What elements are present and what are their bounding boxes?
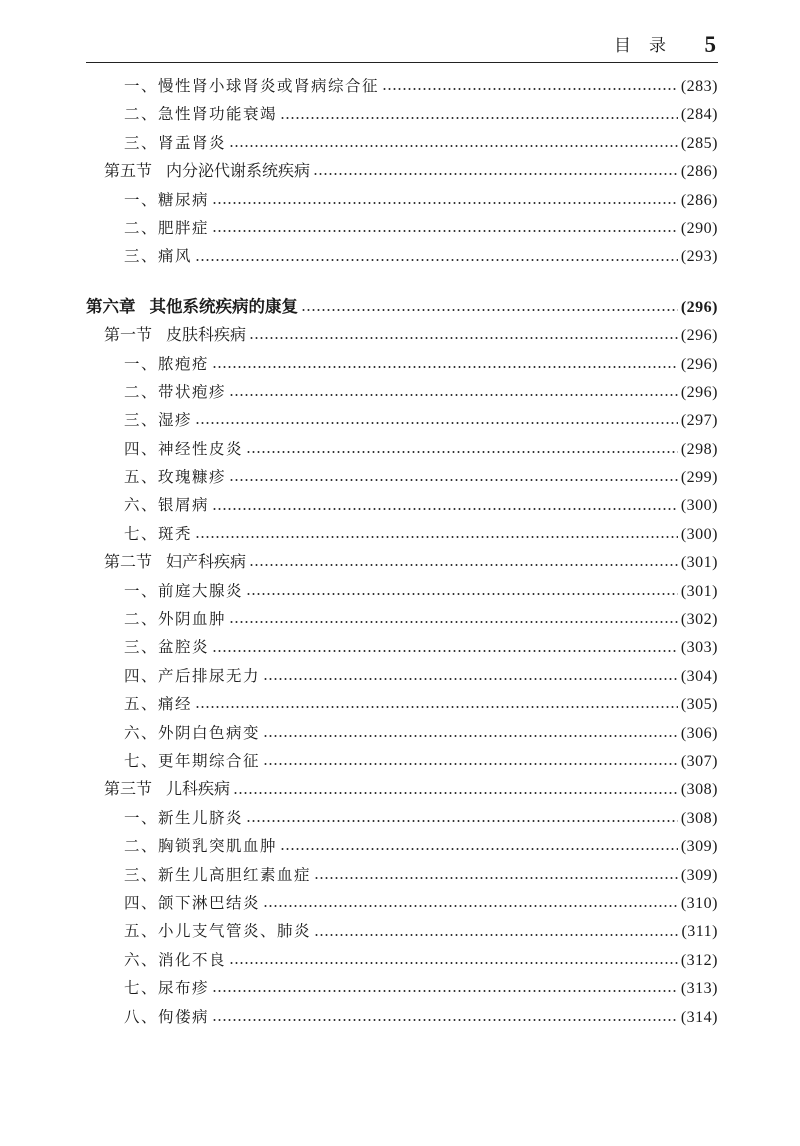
toc-entry-page: (290) [680, 219, 718, 237]
toc-entry-number: 三、 [124, 133, 159, 152]
toc-entry-label [124, 72, 379, 100]
dot-leader [263, 905, 678, 907]
dot-leader [249, 564, 678, 566]
toc-entry-number: 三、 [124, 638, 159, 657]
toc-entry-page: (300) [680, 497, 718, 515]
toc-entry-label [124, 946, 226, 974]
toc-entry-label [124, 889, 260, 917]
toc-item-row [86, 378, 718, 406]
toc-entry-number: 第三节 [104, 779, 153, 799]
toc-entry-title: 糖尿病 [158, 190, 210, 209]
dot-leader [246, 593, 678, 595]
toc-entry-number: 七、 [124, 979, 159, 998]
toc-entry-title: 内分泌代谢系统疾病 [166, 161, 311, 181]
toc-item-row [86, 186, 718, 214]
toc-entry-number: 二、 [124, 837, 159, 856]
dot-leader [233, 792, 678, 794]
toc-item-row [86, 129, 718, 157]
toc-entry-page: (300) [680, 525, 718, 543]
toc-entry-title: 外阴血肿 [158, 610, 227, 629]
toc-entry-number: 三、 [124, 247, 159, 266]
dot-leader [229, 479, 678, 481]
toc-entry-number: 七、 [124, 751, 159, 770]
toc-entry-label [124, 350, 209, 378]
toc-entry-title: 斑秃 [158, 524, 193, 543]
toc-entry-number: 一、 [124, 808, 159, 827]
dot-leader [246, 451, 678, 453]
toc-entry-page: (293) [680, 248, 718, 266]
toc-item-row [86, 605, 718, 633]
toc-item-row [86, 577, 718, 605]
dot-leader [263, 763, 678, 765]
toc-entry-number: 二、 [124, 218, 159, 237]
toc-entry-title: 小儿支气管炎、肺炎 [158, 922, 312, 941]
toc-entry-label [124, 605, 226, 633]
toc-entry-page: (312) [680, 951, 718, 969]
toc-item-row [86, 690, 718, 718]
toc-entry-page: (311) [681, 923, 718, 941]
toc-item-row [86, 350, 718, 378]
toc-item-row [86, 435, 718, 463]
toc-entry-title: 佝偻病 [158, 1007, 210, 1026]
toc-entry-number: 一、 [124, 77, 159, 95]
toc-entry-title: 皮肤科疾病 [166, 325, 247, 345]
toc-entry-page: (296) [680, 355, 718, 373]
toc-entry-page: (305) [680, 696, 718, 714]
toc-entry-number: 七、 [124, 524, 159, 543]
toc-item-row [86, 633, 718, 661]
toc-entry-page: (285) [680, 134, 718, 152]
dot-leader [314, 877, 678, 879]
table-of-contents [86, 72, 718, 1031]
toc-item-row [86, 974, 718, 1002]
toc-entry-number: 第二节 [104, 552, 153, 572]
toc-entry-number: 四、 [124, 666, 159, 685]
toc-item-row [86, 747, 718, 775]
toc-entry-title: 胸锁乳突肌血肿 [158, 837, 278, 856]
toc-entry-label [124, 719, 260, 747]
toc-entry-page: (308) [680, 809, 718, 827]
toc-entry-title: 带状疱疹 [158, 382, 227, 401]
toc-entry-title: 银屑病 [158, 496, 210, 515]
toc-entry-title: 妇产科疾病 [166, 552, 247, 572]
toc-entry-page: (310) [680, 894, 718, 912]
toc-entry-page: (307) [680, 752, 718, 770]
toc-entry-number: 五、 [124, 922, 159, 941]
toc-entry-page: (314) [680, 1008, 718, 1026]
toc-entry-page: (296) [680, 298, 718, 316]
toc-entry-number: 四、 [124, 893, 159, 912]
toc-entry-label [124, 974, 209, 1002]
toc-entry-title: 消化不良 [158, 950, 227, 969]
dot-leader [301, 309, 678, 311]
toc-entry-title: 尿布疹 [158, 979, 210, 998]
toc-item-row [86, 491, 718, 519]
toc-entry-page: (297) [680, 412, 718, 430]
toc-entry-page: (301) [680, 554, 718, 572]
toc-section-row [86, 321, 718, 349]
header-page-number: 5 [704, 32, 716, 57]
toc-entry-page: (308) [680, 781, 718, 799]
dot-leader [229, 145, 678, 147]
toc-entry-label [124, 1003, 209, 1031]
toc-entry-label [124, 577, 243, 605]
toc-entry-page: (299) [680, 469, 718, 487]
toc-entry-title: 前庭大腺炎 [158, 581, 244, 600]
toc-entry-label [124, 100, 277, 128]
toc-entry-label [124, 242, 192, 270]
toc-entry-page: (296) [680, 383, 718, 401]
toc-entry-label [124, 861, 311, 889]
toc-entry-title: 慢性肾小球肾炎或肾病综合征 [158, 77, 380, 95]
toc-entry-label [124, 804, 243, 832]
toc-entry-title: 新生儿高胆红素血症 [158, 865, 312, 884]
dot-leader [229, 621, 678, 623]
dot-leader [280, 848, 678, 850]
dot-leader [212, 366, 678, 368]
toc-entry-page: (296) [680, 327, 718, 345]
dot-leader [212, 650, 678, 652]
dot-leader [212, 990, 678, 992]
toc-entry-label [124, 520, 192, 548]
toc-entry-label [124, 214, 209, 242]
toc-entry-label [124, 435, 243, 463]
toc-entry-title: 神经性皮炎 [158, 439, 244, 458]
toc-entry-number: 二、 [124, 105, 159, 124]
toc-entry-label [104, 775, 230, 803]
toc-section-row [86, 548, 718, 576]
toc-item-row [86, 719, 718, 747]
toc-entry-number: 三、 [124, 865, 159, 884]
toc-entry-title: 颌下淋巴结炎 [158, 893, 261, 912]
toc-item-row [86, 242, 718, 270]
toc-entry-label [124, 832, 277, 860]
toc-entry-title: 脓疱疮 [158, 354, 210, 373]
toc-entry-title: 其他系统疾病的康复 [149, 296, 298, 316]
toc-entry-title: 盆腔炎 [158, 638, 210, 657]
dot-leader [212, 202, 678, 204]
toc-entry-page: (309) [680, 838, 718, 856]
toc-entry-number: 五、 [124, 468, 159, 487]
header-title: 目录 [614, 36, 684, 56]
toc-entry-title: 肥胖症 [158, 218, 210, 237]
toc-entry-number: 八、 [124, 1007, 159, 1026]
dot-leader [280, 117, 678, 119]
dot-leader [195, 422, 678, 424]
toc-entry-page: (303) [680, 639, 718, 657]
toc-entry-title: 产后排尿无力 [158, 666, 261, 685]
toc-entry-page: (306) [680, 724, 718, 742]
toc-entry-label [124, 917, 311, 945]
toc-entry-label [124, 662, 260, 690]
toc-entry-page: (302) [680, 611, 718, 629]
dot-leader [246, 820, 678, 822]
dot-leader [382, 88, 678, 90]
toc-item-row [86, 520, 718, 548]
toc-entry-number: 一、 [124, 190, 159, 209]
toc-entry-number: 第五节 [104, 161, 153, 181]
toc-item-row [86, 662, 718, 690]
toc-entry-label [124, 690, 192, 718]
toc-entry-number: 一、 [124, 581, 159, 600]
toc-entry-number: 二、 [124, 610, 159, 629]
toc-entry-label [104, 157, 310, 185]
toc-entry-number: 第六章 [86, 296, 136, 316]
toc-entry-page: (283) [680, 78, 718, 95]
toc-entry-title: 玫瑰糠疹 [158, 468, 227, 487]
toc-entry-number: 六、 [124, 496, 159, 515]
toc-item-row [86, 1003, 718, 1031]
dot-leader [212, 1019, 678, 1021]
toc-entry-title: 痛经 [158, 695, 193, 714]
toc-entry-title: 痛风 [158, 247, 193, 266]
toc-item-row [86, 100, 718, 128]
toc-entry-label [124, 491, 209, 519]
toc-entry-label [124, 129, 226, 157]
toc-entry-page: (301) [680, 582, 718, 600]
toc-item-row [86, 889, 718, 917]
dot-leader [212, 508, 678, 510]
toc-entry-number: 六、 [124, 950, 159, 969]
toc-entry-page: (313) [680, 980, 718, 998]
toc-entry-title: 湿疹 [158, 411, 193, 430]
running-header [86, 28, 718, 63]
toc-entry-title: 更年期综合征 [158, 751, 261, 770]
dot-leader [195, 259, 678, 261]
toc-entry-number: 第一节 [104, 325, 153, 345]
dot-leader [229, 962, 678, 964]
toc-entry-number: 一、 [124, 354, 159, 373]
toc-item-row [86, 406, 718, 434]
toc-entry-label [104, 548, 246, 576]
toc-entry-title: 肾盂肾炎 [158, 133, 227, 152]
dot-leader [229, 394, 678, 396]
toc-entry-number: 六、 [124, 723, 159, 742]
toc-item-row [86, 804, 718, 832]
toc-entry-label [104, 321, 246, 349]
toc-entry-title: 儿科疾病 [166, 779, 231, 799]
toc-entry-title: 新生儿脐炎 [158, 808, 244, 827]
toc-entry-label [124, 747, 260, 775]
dot-leader [195, 536, 678, 538]
toc-entry-page: (286) [680, 163, 718, 181]
toc-entry-number: 四、 [124, 439, 159, 458]
toc-entry-label [86, 293, 298, 321]
toc-section-row [86, 157, 718, 185]
toc-entry-title: 急性肾功能衰竭 [158, 105, 278, 124]
toc-item-row [86, 946, 718, 974]
toc-entry-number: 五、 [124, 695, 159, 714]
toc-entry-label [124, 633, 209, 661]
toc-entry-page: (298) [680, 440, 718, 458]
toc-entry-label [124, 406, 192, 434]
dot-leader [313, 173, 678, 175]
toc-entry-label [124, 378, 226, 406]
toc-item-row [86, 214, 718, 242]
dot-leader [249, 337, 678, 339]
toc-item-row [86, 917, 718, 945]
toc-chapter-row [86, 293, 718, 321]
toc-item-row [86, 861, 718, 889]
toc-item-row [86, 832, 718, 860]
toc-entry-number: 二、 [124, 382, 159, 401]
toc-item-row [86, 72, 718, 100]
toc-entry-label [124, 463, 226, 491]
dot-leader [195, 706, 678, 708]
dot-leader [314, 934, 678, 936]
toc-entry-label [124, 186, 209, 214]
toc-entry-page: (286) [680, 191, 718, 209]
toc-item-row [86, 463, 718, 491]
dot-leader [263, 735, 678, 737]
toc-entry-page: (284) [680, 106, 718, 124]
toc-entry-page: (304) [680, 667, 718, 685]
dot-leader [212, 230, 678, 232]
toc-entry-page: (309) [680, 866, 718, 884]
toc-section-row [86, 775, 718, 803]
dot-leader [263, 678, 678, 680]
toc-entry-title: 外阴白色病变 [158, 723, 261, 742]
toc-entry-number: 三、 [124, 411, 159, 430]
